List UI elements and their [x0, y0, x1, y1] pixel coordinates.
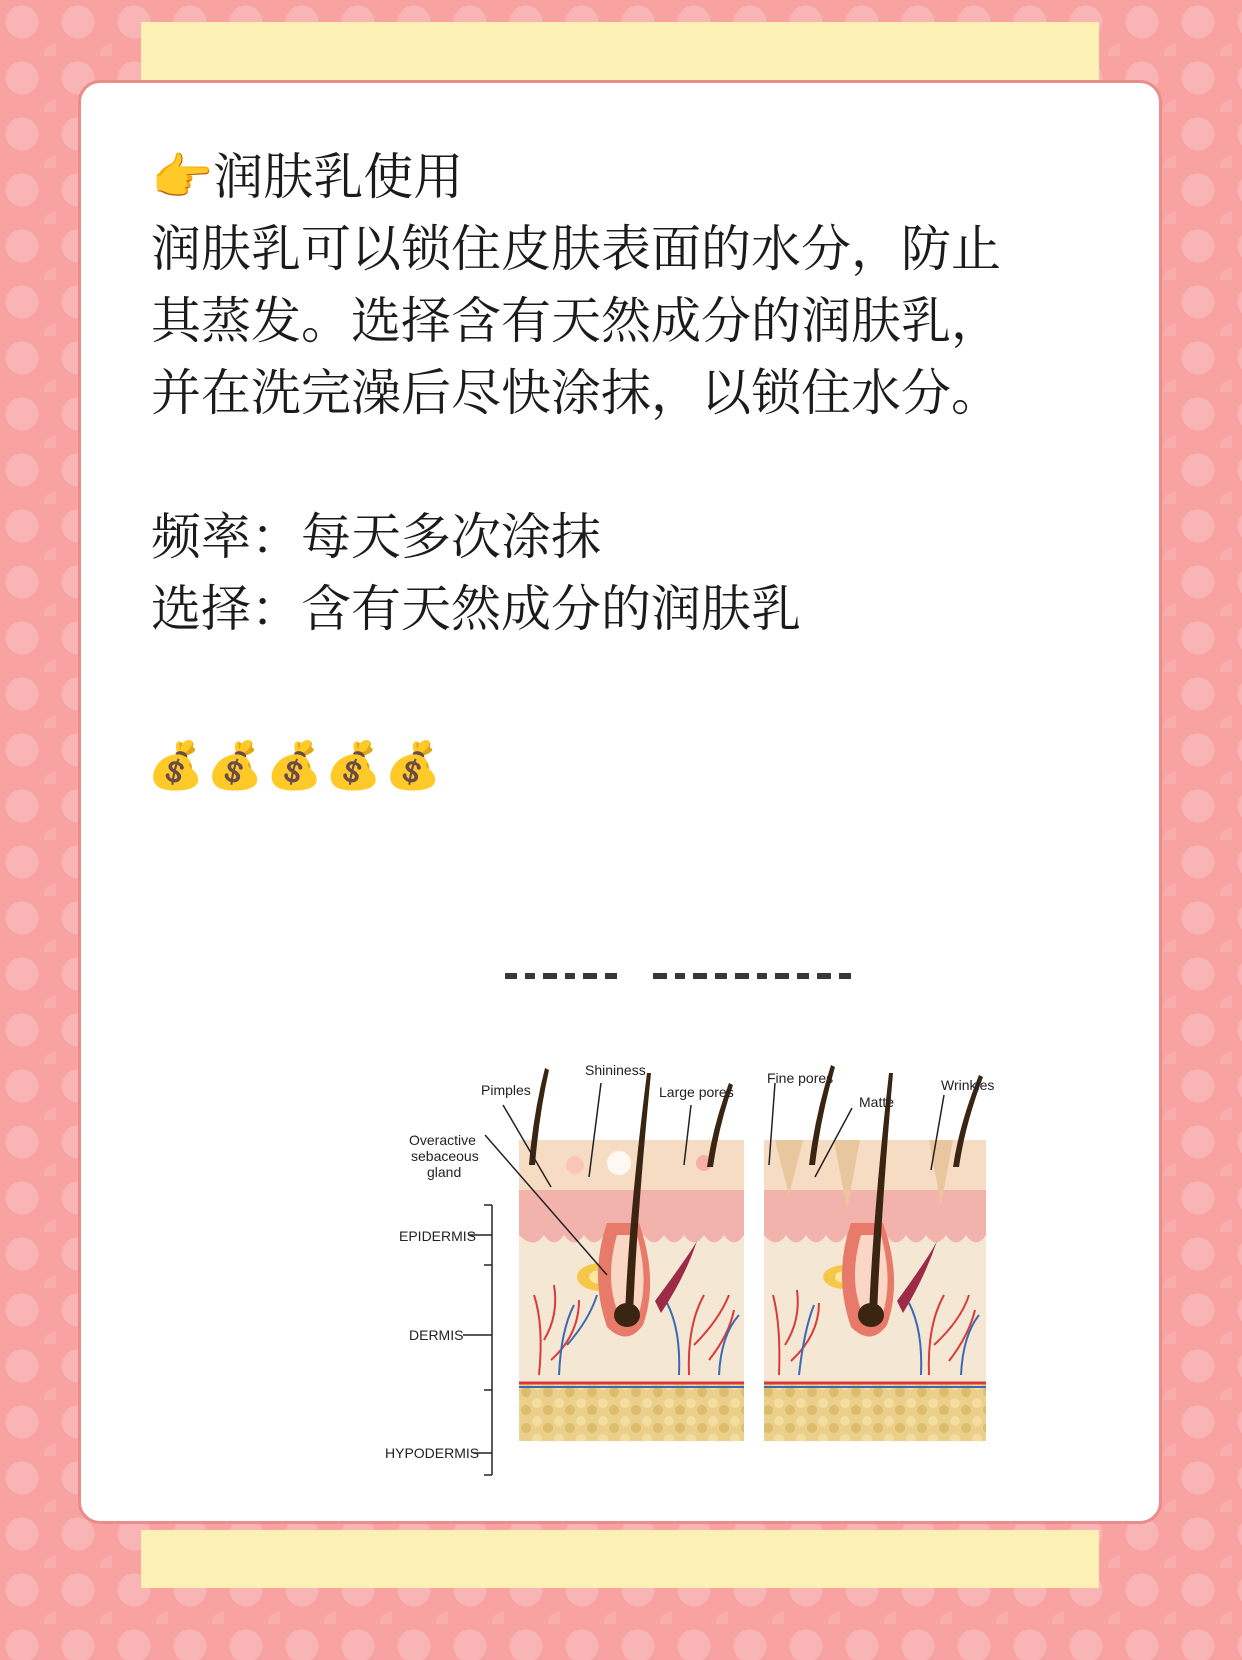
- label-shininess: Shininess: [585, 1062, 646, 1078]
- bottom-banner: [141, 1530, 1099, 1588]
- label-matte: Matte: [859, 1094, 895, 1110]
- label-large-pores: Large pores: [659, 1084, 734, 1100]
- body-line: 并在洗完澡后尽快涂抹，以锁住水分。: [151, 364, 1001, 422]
- choice-text: 选择：含有天然成分的润肤乳: [151, 580, 801, 638]
- label-overactive-2: sebaceous: [411, 1148, 479, 1164]
- label-wrinkles: Wrinkles: [941, 1077, 995, 1093]
- top-banner: [141, 22, 1099, 82]
- label-pimples: Pimples: [481, 1082, 531, 1098]
- text-block: [151, 141, 1111, 645]
- skin-diagram: [289, 965, 995, 1485]
- label-overactive-1: Overactive: [409, 1132, 476, 1148]
- label-hypodermis: HYPODERMIS: [385, 1445, 480, 1461]
- label-dermis: DERMIS: [409, 1327, 464, 1343]
- money-bag-icons: 💰💰💰💰💰: [147, 738, 444, 792]
- content-card: [78, 80, 1162, 1524]
- label-epidermis: EPIDERMIS: [399, 1228, 477, 1244]
- label-fine-pores: Fine pores: [767, 1070, 834, 1086]
- section-title: 润肤乳使用: [213, 148, 464, 206]
- section-heading: [151, 141, 1111, 213]
- pointing-hand-icon: 👉: [151, 148, 214, 206]
- dry-skin-panel: [764, 1065, 986, 1441]
- frequency-text: 频率：每天多次涂抹: [151, 508, 601, 566]
- body-line: 其蒸发。选择含有天然成分的润肤乳，: [151, 292, 1001, 350]
- body-line: 润肤乳可以锁住皮肤表面的水分，防止: [151, 220, 1001, 278]
- oily-skin-panel: [519, 1068, 744, 1441]
- label-overactive-3: gland: [427, 1164, 462, 1180]
